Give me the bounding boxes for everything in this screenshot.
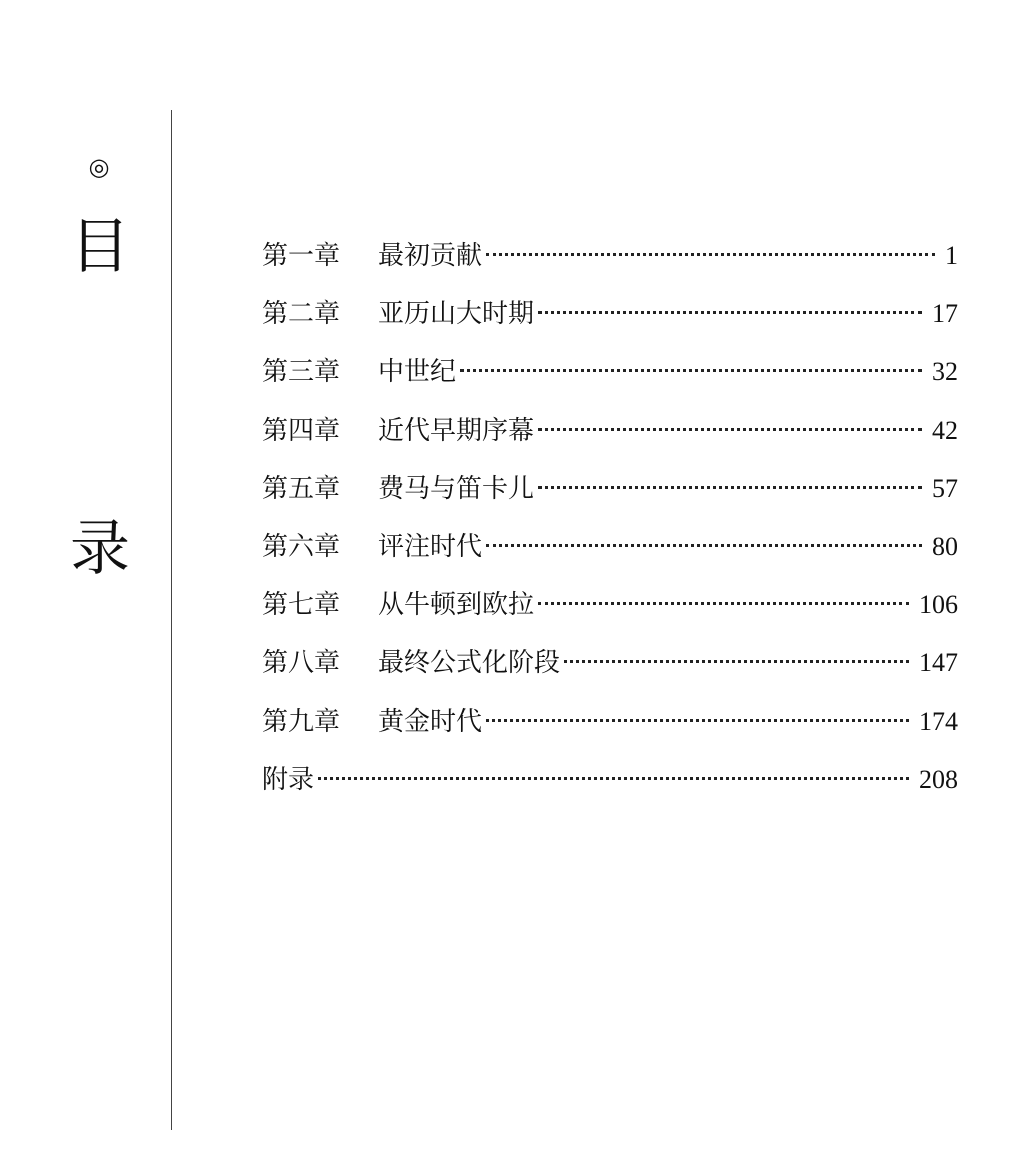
toc-dot-leader (538, 486, 922, 489)
toc-entry[interactable] (262, 469, 958, 527)
toc-chapter-number: 第七章 (262, 590, 341, 621)
toc-page-number: 32 (932, 357, 958, 387)
toc-page-number: 57 (932, 473, 958, 503)
toc-page-number: 208 (919, 764, 958, 794)
ornament-circle-icon: ◎ (88, 153, 110, 181)
toc-entry[interactable] (262, 702, 958, 760)
toc-chapter-title: 评注时代 (378, 531, 483, 562)
toc-page-number: 174 (919, 706, 958, 736)
toc-page-number: 1 (945, 241, 958, 270)
toc-chapter-title: 中世纪 (378, 357, 457, 388)
toc-chapter-title: 亚历山大时期 (378, 299, 535, 330)
toc-chapter-number: 第二章 (262, 299, 341, 330)
toc-dot-leader (538, 602, 909, 605)
toc-entry[interactable] (262, 585, 958, 643)
page-title-char-1: 目 (70, 212, 130, 282)
toc-chapter-number: 第六章 (262, 531, 341, 562)
toc-dot-leader (486, 253, 935, 256)
table-of-contents (262, 236, 958, 818)
toc-chapter-number: 第九章 (262, 706, 341, 737)
toc-entry[interactable] (262, 411, 958, 469)
toc-page-number: 17 (932, 299, 958, 329)
toc-dot-leader (538, 428, 922, 431)
toc-dot-leader (318, 777, 909, 780)
toc-dot-leader (564, 660, 909, 663)
toc-chapter-title: 黄金时代 (378, 706, 483, 737)
toc-entry[interactable] (262, 294, 958, 352)
toc-entry[interactable] (262, 236, 958, 294)
toc-dot-leader (460, 369, 922, 372)
toc-entry[interactable] (262, 643, 958, 701)
toc-appendix-title: 附录 (262, 764, 315, 795)
toc-entry-appendix[interactable] (262, 760, 958, 818)
toc-dot-leader (486, 544, 922, 547)
toc-chapter-title: 近代早期序幕 (378, 415, 535, 446)
toc-page-number: 147 (919, 648, 958, 678)
toc-page-number: 106 (919, 590, 958, 620)
toc-dot-leader (538, 311, 922, 314)
vertical-divider (171, 110, 172, 1130)
toc-page-number: 80 (932, 531, 958, 561)
toc-chapter-number: 第三章 (262, 357, 341, 388)
toc-page-number: 42 (932, 415, 958, 445)
toc-entry[interactable] (262, 527, 958, 585)
toc-entry[interactable] (262, 352, 958, 410)
toc-chapter-title: 费马与笛卡儿 (378, 473, 535, 504)
toc-chapter-number: 第四章 (262, 415, 341, 446)
toc-chapter-number: 第一章 (262, 241, 341, 271)
toc-chapter-number: 第八章 (262, 648, 341, 679)
page-title-char-2: 录 (70, 514, 130, 584)
toc-chapter-title: 最终公式化阶段 (378, 648, 561, 679)
toc-chapter-title: 从牛顿到欧拉 (378, 590, 535, 621)
toc-chapter-number: 第五章 (262, 473, 341, 504)
toc-chapter-title: 最初贡献 (378, 241, 483, 271)
toc-dot-leader (486, 719, 909, 722)
